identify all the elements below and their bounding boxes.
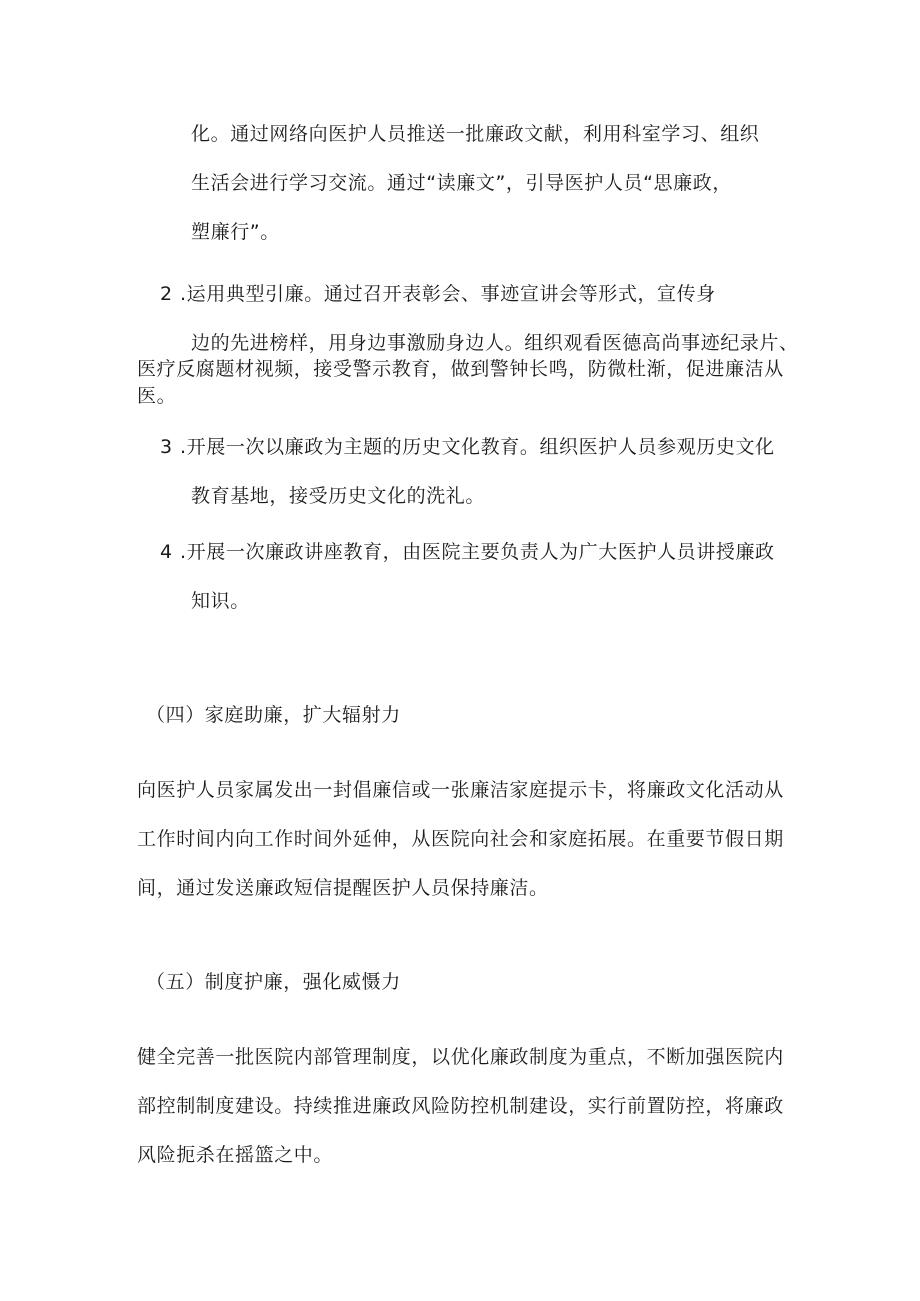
paragraph-line: 工作时间内向工作时间外延伸，从医院向社会和家庭拓展。在重要节假日期 [137, 828, 784, 850]
paragraph-line: .开展一次以廉政为主题的历史文化教育。组织医护人员参观历史文化 [180, 436, 775, 458]
list-item-4 [160, 540, 775, 564]
paragraph-line: 部控制制度建设。持续推进廉政风险防控机制建设，实行前置防控，将廉政 [137, 1095, 784, 1117]
section-heading: （四）家庭助廉，扩大辐射力 [146, 704, 401, 726]
paragraph-line: .运用典型引廉。通过召开表彰会、事迹宣讲会等形式，宣传身 [180, 283, 716, 305]
paragraph-line: 边的先进榜样，用身边事激励身边人。组织观看医德高尚事迹纪录片、 [191, 332, 799, 354]
paragraph-line: 医。 [137, 385, 177, 407]
paragraph-line: .开展一次廉政讲座教育，由医院主要负责人为广大医护人员讲授廉政 [180, 541, 775, 563]
paragraph-line: 生活会进行学习交流。通过“读廉文”，引导医护人员“思廉政， [191, 172, 732, 194]
list-number: 3 [160, 436, 173, 458]
paragraph-line: 间，通过发送廉政短信提醒医护人员保持廉洁。 [137, 877, 549, 899]
list-item-2 [160, 282, 716, 306]
paragraph-line: 风险扼杀在摇篮之中。 [137, 1144, 334, 1166]
list-item-3 [160, 435, 775, 459]
paragraph-line: 医疗反腐题材视频，接受警示教育，做到警钟长鸣，防微杜渐，促进廉洁从 [137, 358, 784, 380]
paragraph-line: 化。通过网络向医护人员推送一批廉政文献，利用科室学习、组织 [191, 123, 760, 145]
list-number: 2 [160, 283, 173, 305]
list-number: 4 [160, 541, 173, 563]
paragraph-line: 塑廉行”。 [191, 221, 280, 243]
paragraph-line: 教育基地，接受历史文化的洗礼。 [191, 485, 486, 507]
paragraph-line: 知识。 [191, 590, 250, 612]
paragraph-line: 健全完善一批医院内部管理制度，以优化廉政制度为重点，不断加强医院内 [137, 1046, 784, 1068]
paragraph-line: 向医护人员家属发出一封倡廉信或一张廉洁家庭提示卡，将廉政文化活动从 [137, 779, 784, 801]
section-heading: （五）制度护廉，强化威慑力 [146, 971, 401, 993]
